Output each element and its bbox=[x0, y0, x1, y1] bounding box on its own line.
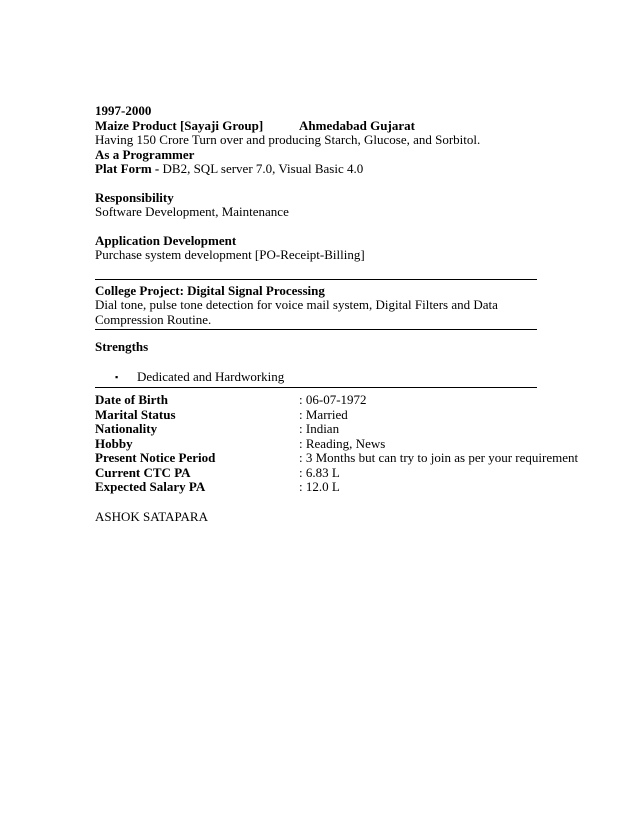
experience-platform bbox=[95, 162, 537, 177]
strengths-section bbox=[95, 340, 537, 384]
bullet-square-icon: ▪ bbox=[115, 371, 119, 382]
experience-company: Maize Product [Sayaji Group] bbox=[95, 117, 264, 133]
personal-label: Current CTC PA bbox=[95, 464, 191, 480]
responsibility-text: Software Development, Maintenance bbox=[95, 204, 289, 219]
personal-label: Date of Birth bbox=[95, 392, 168, 407]
college-project-section bbox=[95, 284, 537, 328]
personal-label: Marital Status bbox=[95, 406, 176, 422]
personal-label: Nationality bbox=[95, 421, 158, 436]
personal-value: : 06-07-1972 bbox=[299, 392, 367, 407]
strength-item bbox=[95, 370, 537, 385]
personal-row-notice bbox=[95, 450, 579, 466]
experience-years: 1997-2000 bbox=[95, 103, 152, 118]
personal-value: : Married bbox=[299, 406, 348, 422]
experience-role: As a Programmer bbox=[95, 146, 195, 162]
personal-label: Hobby bbox=[95, 435, 133, 451]
strength-item-text: Dedicated and Hardworking bbox=[137, 368, 285, 384]
college-project-line2: Compression Routine. bbox=[95, 311, 212, 327]
responsibility-title: Responsibility bbox=[95, 189, 174, 205]
appdev-title: Application Development bbox=[95, 232, 237, 248]
personal-value: : Reading, News bbox=[299, 435, 386, 451]
experience-company-line bbox=[95, 119, 537, 134]
personal-row-hobby bbox=[95, 437, 537, 452]
personal-value: : 6.83 L bbox=[299, 464, 340, 480]
personal-row-marital bbox=[95, 408, 537, 423]
platform-label: Plat Form - bbox=[95, 161, 163, 176]
personal-row-nationality bbox=[95, 422, 537, 437]
personal-value: : 12.0 L bbox=[299, 479, 340, 494]
college-project-title: College Project: Digital Signal Processing bbox=[95, 282, 325, 298]
personal-value: : 3 Months but can try to join as per your requirement bbox=[299, 450, 579, 465]
personal-value: : Indian bbox=[299, 421, 340, 436]
personal-label: Present Notice Period bbox=[95, 450, 216, 465]
resume-page bbox=[95, 103, 579, 524]
personal-row-expected bbox=[95, 480, 537, 495]
personal-row-dob bbox=[95, 393, 537, 408]
experience-location: Ahmedabad Gujarat bbox=[299, 117, 415, 133]
strengths-title: Strengths bbox=[95, 339, 149, 354]
platform-value: DB2, SQL server 7.0, Visual Basic 4.0 bbox=[162, 161, 364, 176]
personal-label: Expected Salary PA bbox=[95, 479, 206, 494]
appdev-text: Purchase system development [PO-Receipt-Billing] bbox=[95, 247, 365, 262]
signature-name: ASHOK SATAPARA bbox=[95, 508, 208, 524]
college-project-line1: Dial tone, pulse tone detection for voice mail system, Digital Filters and Data bbox=[95, 297, 498, 312]
personal-details-section bbox=[95, 392, 579, 495]
experience-section bbox=[95, 104, 537, 263]
personal-row-ctc bbox=[95, 466, 537, 481]
experience-description: Having 150 Crore Turn over and producing Starch, Glucose, and Sorbitol. bbox=[95, 132, 481, 147]
